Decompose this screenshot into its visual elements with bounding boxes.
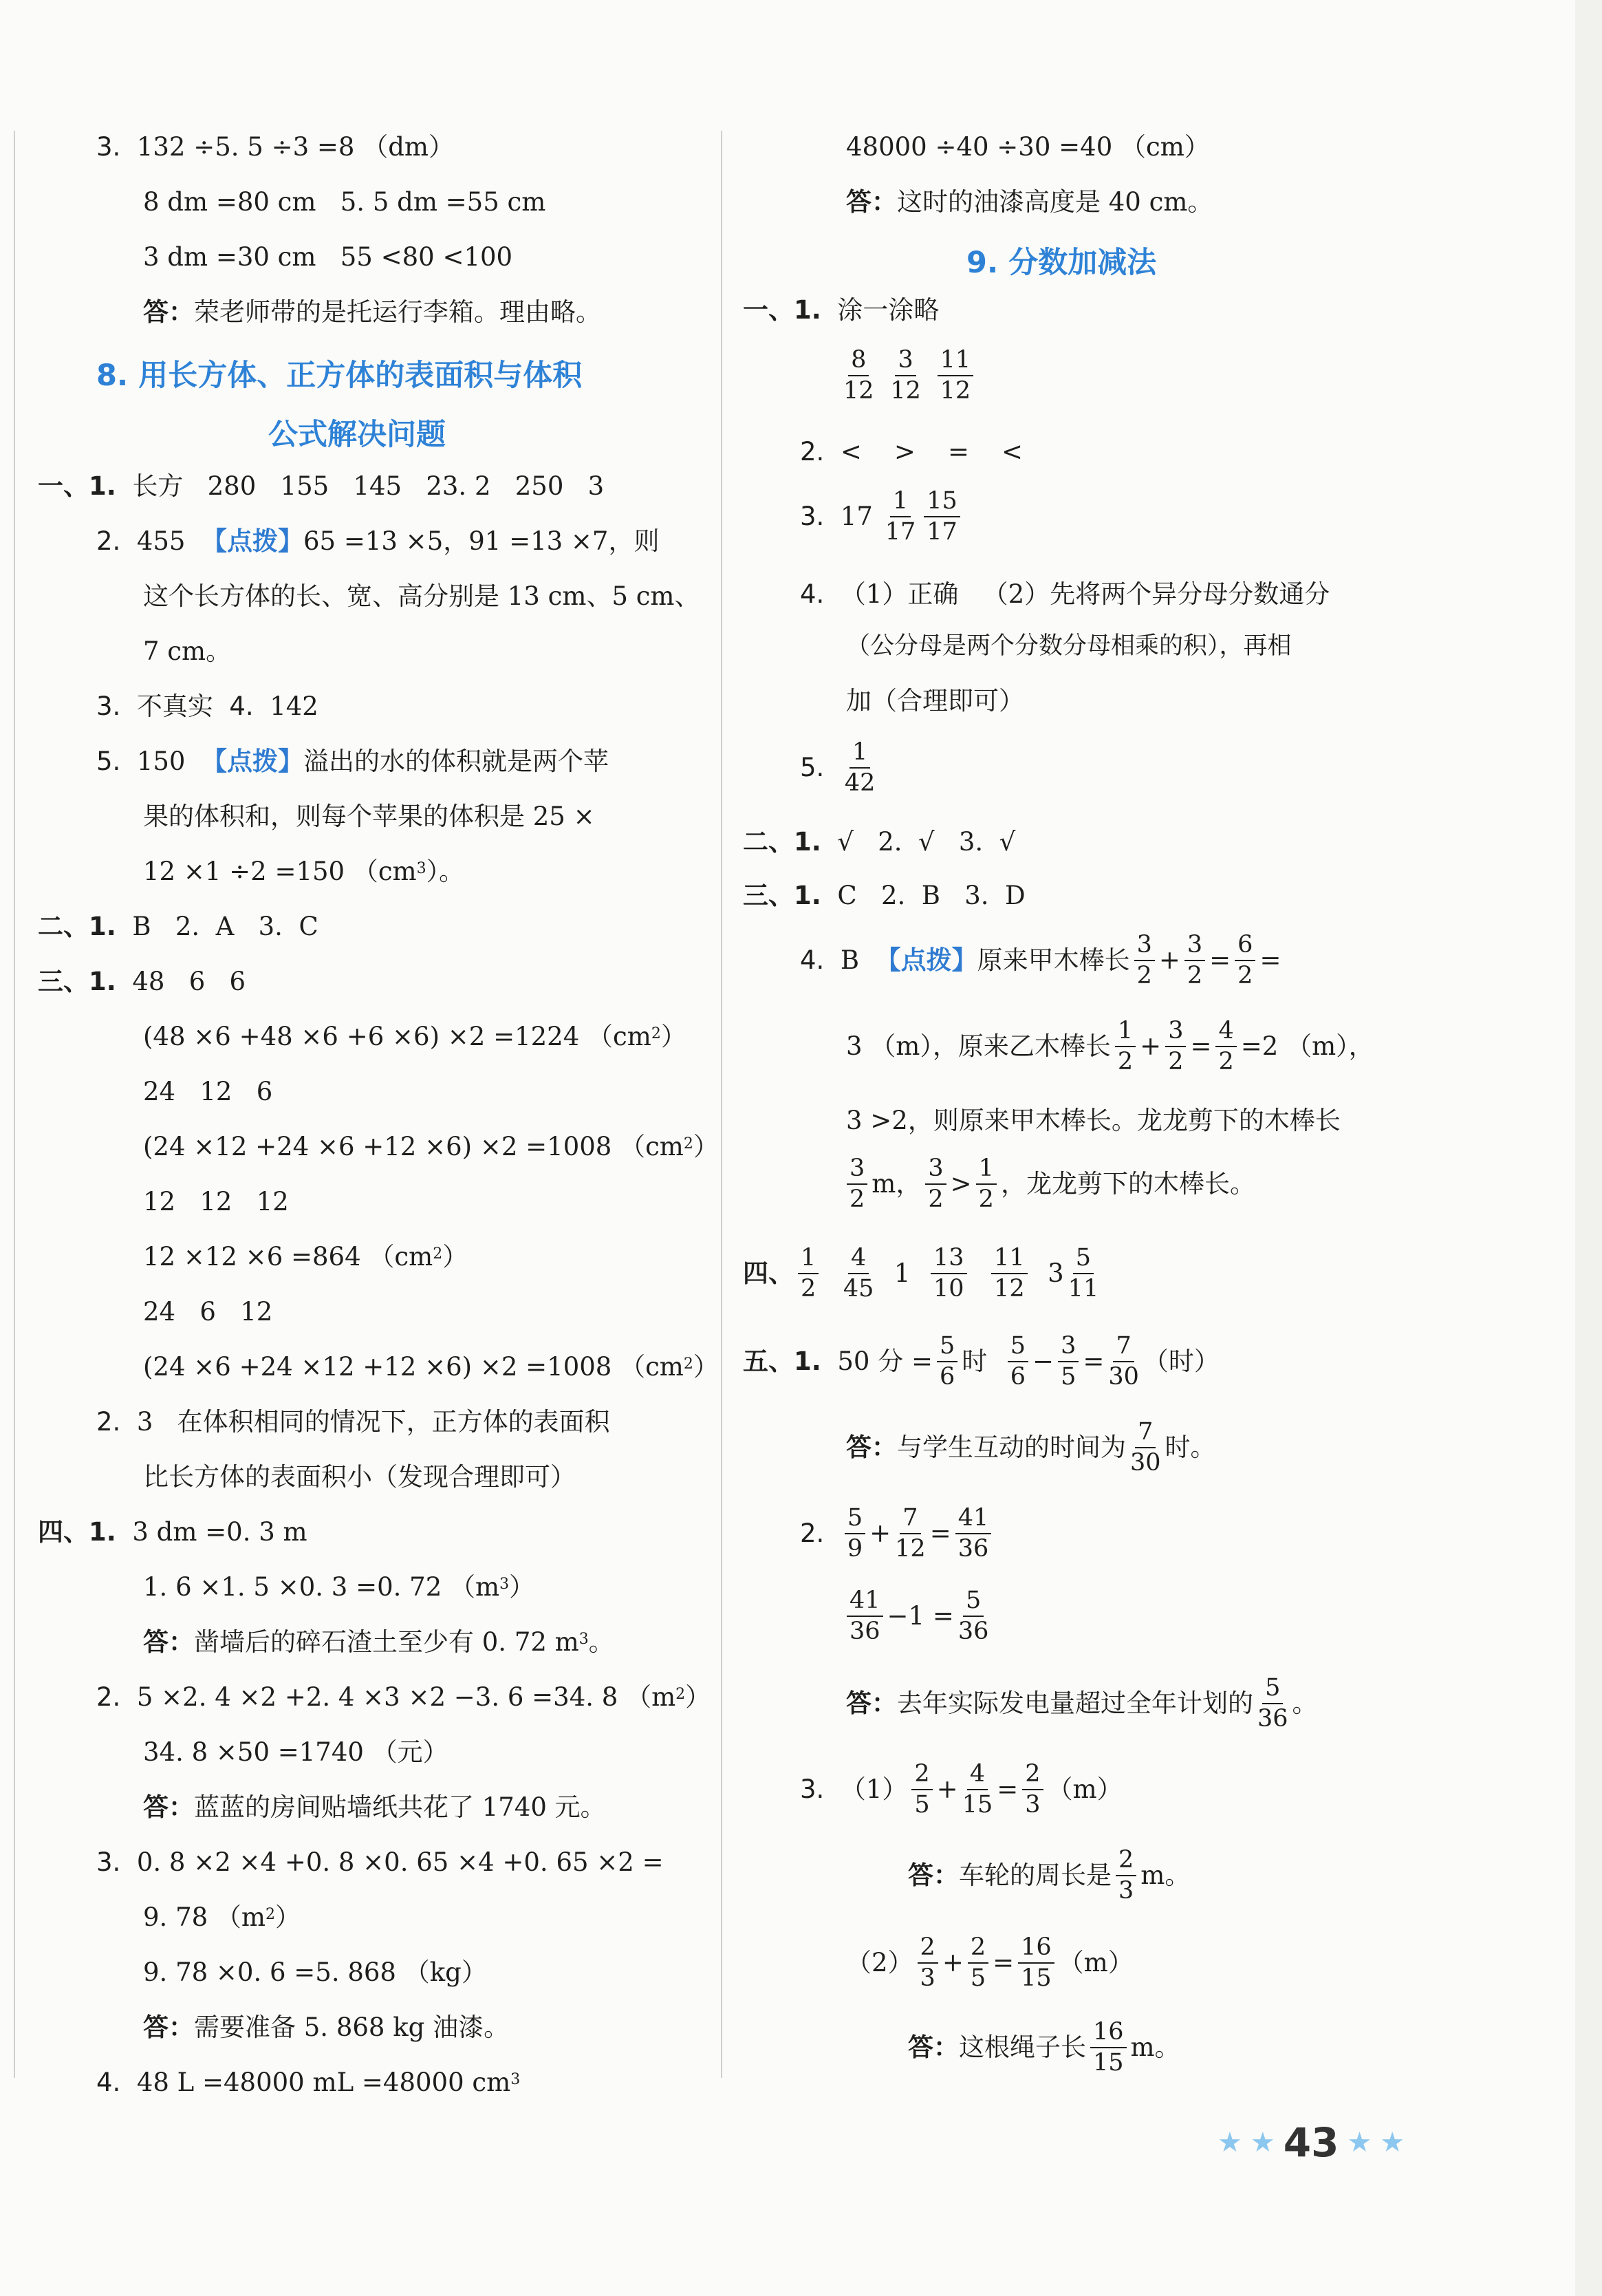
f-line1: 2. 5 9 + $\frac{7}{12}$ = $\frac{41}{36}$: [800, 1505, 995, 1562]
fraction: 1 42: [844, 738, 876, 797]
fraction: 4 45: [843, 1244, 874, 1302]
c4-line2: 3 （m），原来乙木棒长 1 2 + $\frac{3}{2}$ = $\frac{4}{2}$ =2 （m），: [846, 1017, 1374, 1075]
a4-line1: 4. （1）正确 （2）先将两个异分母分数通分: [800, 579, 1330, 609]
p2-line2: 这个长方体的长、宽、高分别是 13 cm、5 cm、: [143, 581, 700, 611]
g-answer2: 答： 这根绳子长 16 15 m。: [908, 2018, 1180, 2077]
column-divider: [721, 131, 722, 2078]
p2-line1: 2. 455 【点拨】 65 =13 ×5，91 =13 ×7，则: [96, 526, 660, 556]
section9-heading: 9. 分数加减法: [966, 246, 1157, 280]
fraction: 13 10: [931, 1245, 967, 1302]
fraction: 1 2: [976, 1156, 997, 1212]
q4-line2: 1. 6 ×1. 5 ×0. 3 =0. 72 （m $^3$ ）: [143, 1572, 535, 1602]
q4-answer1: 答： 凿墙后的碎石渣土至少有 0. 72 m $^3$ 。: [143, 1627, 614, 1657]
left-margin-rule: [14, 131, 15, 2078]
fraction: 15 17: [924, 489, 960, 545]
q3-line1: 三、1. 48 6 6: [38, 967, 246, 996]
p2-line3: 7 cm。: [143, 636, 232, 666]
a4-line2: （公分母是两个分数分母相乘的积），再相: [846, 632, 1292, 660]
fraction: 3 12: [890, 346, 921, 405]
fraction: $\frac{3}{2}$: [1165, 1018, 1186, 1075]
section8-heading-1: 8. 用长方体、正方体的表面积与体积: [96, 358, 583, 393]
s3-line2: 8 dm =80 cm 5. 5 dm =55 cm: [143, 187, 546, 217]
fraction: 8 12: [843, 346, 874, 405]
star-icon: ★: [1347, 2127, 1372, 2158]
star-icon: ★: [1217, 2127, 1242, 2158]
r-answer1: 答： 这时的油漆高度是 40 cm。: [846, 187, 1213, 217]
fraction: $\frac{5}{36}$: [957, 1587, 989, 1645]
c4-line3: 3 >2，则原来甲木棒长。龙龙剪下的木棒长: [846, 1106, 1341, 1135]
a2-line: 2. < > = <: [800, 437, 1023, 466]
p5-line2: 果的体积和，则每个苹果的体积是 25 ×: [143, 802, 595, 831]
q2-line: 二、1. B 2. A 3. C: [38, 912, 318, 941]
fraction: 41 36: [847, 1588, 883, 1644]
f-line2: 41 36 −1 = $\frac{5}{36}$: [843, 1588, 993, 1644]
q3-line3: 24 12 6: [143, 1077, 273, 1106]
fraction: $\frac{5}{6}$: [937, 1333, 957, 1390]
fraction: 3 2: [1134, 932, 1155, 989]
fraction: $\frac{16}{15}$: [1018, 1935, 1054, 1991]
g-answer1: 答： 车轮的周长是 2 3 m。: [908, 1846, 1191, 1905]
star-icon: ★: [1250, 2127, 1275, 2158]
q4-3-line3: 9. 78 ×0. 6 =5. 868 （kg）: [143, 1957, 487, 1987]
f-answer: 答： 去年实际发电量超过全年计划的 5 36 。: [846, 1674, 1318, 1732]
fraction: $\frac{4}{2}$: [1215, 1018, 1236, 1075]
q3-line5: 12 12 12: [143, 1187, 289, 1216]
p5-line3: 12 ×1 ÷2 =150 （cm $^3$ ）。: [143, 857, 465, 886]
q4-2-answer: 答： 蓝蓝的房间贴墙纸共花了 1740 元。: [143, 1792, 606, 1822]
section8-heading-2: 公式解决问题: [268, 418, 446, 452]
q3-line4: (24 ×12 +24 ×6 +12 ×6) ×2 =1008 （cm $^2$ ）: [143, 1132, 719, 1161]
a5-line: 5. 1 42: [800, 738, 876, 797]
fraction: 2 3: [918, 1935, 938, 1991]
fraction: 5 6: [1008, 1333, 1028, 1390]
fraction: 2 5: [911, 1761, 932, 1818]
c-line: 三、1. C 2. B 3. D: [743, 881, 1026, 910]
fraction: 7 30: [1130, 1418, 1161, 1477]
q4-2-line2: 34. 8 ×50 =1740 （元）: [143, 1737, 448, 1767]
p1-line: 一、1. 长方 280 155 145 23. 2 250 3: [38, 471, 605, 501]
fraction: 3 2: [847, 1156, 867, 1212]
d-line: 四、 1 2 4 45 1 13 10 11 12 3 5 11: [743, 1244, 1099, 1302]
fraction: $\frac{2}{5}$: [968, 1935, 988, 1991]
q4-4-line1: 4. 48 L =48000 mL =48000 cm $^3$: [96, 2068, 521, 2097]
fraction: 5 9: [845, 1505, 865, 1562]
a3-line: 3. 17 1 17 15 17: [800, 489, 964, 545]
fraction: 2 3: [1116, 1847, 1136, 1904]
q3-line7: 24 6 12: [143, 1297, 273, 1327]
page-number-value: 43: [1283, 2119, 1339, 2166]
s3-line3: 3 dm =30 cm 55 <80 <100: [143, 242, 513, 272]
fraction: $\frac{3}{5}$: [1058, 1333, 1079, 1390]
fraction: $\frac{3}{2}$: [1184, 932, 1205, 989]
p3-p4-line: 3. 不真实 4. 142: [96, 691, 318, 721]
p5-line1: 5. 150 【点拨】 溢出的水的体积就是两个苹: [96, 747, 609, 776]
e-answer: 答： 与学生互动的时间为 7 30 时。: [846, 1418, 1216, 1477]
c4-line4: 3 2 m， 3 2 > 1 2 ，龙龙剪下的木棒长。: [843, 1156, 1255, 1212]
q3-line8: (24 ×6 +24 ×12 +12 ×6) ×2 =1008 （cm $^2$ ）: [143, 1352, 719, 1382]
b-line: 二、1. √ 2. √ 3. √: [743, 827, 1016, 857]
a4-line3: 加（合理即可）: [846, 686, 1024, 716]
fraction: 3 2: [925, 1156, 946, 1212]
fraction: 11 12: [938, 347, 974, 404]
fraction: $\frac{7}{30}$: [1108, 1332, 1139, 1391]
q3-line6: 12 ×12 ×6 =864 （cm $^2$ ）: [143, 1242, 468, 1272]
fraction: 5 36: [1257, 1674, 1288, 1732]
q4-3-answer: 答： 需要准备 5. 868 kg 油漆。: [143, 2013, 510, 2042]
g-line2: （2） 2 3 + $\frac{2}{5}$ = $\frac{16}{15}$ （m）: [846, 1933, 1134, 1992]
q4-line1: 四、1. 3 dm =0. 3 m: [38, 1517, 307, 1547]
fraction: 1 2: [1115, 1018, 1136, 1075]
e-line1: 五、1. 50 分 = $\frac{5}{6}$ 时 5 6 − $\frac{3}{5}$ = $\frac{7}{30}$ （时）: [743, 1332, 1220, 1391]
c4-line1: 4. B 【点拨】 原来甲木棒长 3 2 + $\frac{3}{2}$ = $\frac{6}{2}$ =: [800, 931, 1281, 989]
fraction: 16 15: [1090, 2019, 1127, 2076]
fraction: 11 12: [991, 1245, 1028, 1302]
fraction: 1 17: [885, 487, 916, 546]
g-line1: 3. （1） 2 5 + $\frac{4}{15}$ = $\frac{2}{3}$ （m）: [800, 1760, 1123, 1818]
fraction: $\frac{6}{2}$: [1235, 932, 1255, 989]
a1-line: 一、1. 涂一涂略: [743, 295, 940, 325]
a1-fractions: [839, 347, 977, 404]
q4-3-line1: 3. 0. 8 ×2 ×4 +0. 8 ×0. 65 ×4 +0. 65 ×2 =: [96, 1847, 664, 1877]
q4-2-line1: 2. 5 ×2. 4 ×2 +2. 4 ×3 ×2 −3. 6 =34. 8 （m $^2$ ）: [96, 1682, 711, 1712]
q3-2-line1: 2. 3 在体积相同的情况下，正方体的表面积: [96, 1407, 610, 1437]
star-icon: ★: [1380, 2127, 1405, 2158]
page-number: [1217, 2119, 1405, 2166]
s3-line1: 3. 132 ÷5. 5 ÷3 =8 （dm）: [96, 132, 454, 162]
page-edge: [1575, 0, 1602, 2296]
q3-line2: (48 ×6 +48 ×6 +6 ×6) ×2 =1224 （cm $^2$ ）: [143, 1022, 686, 1051]
fraction: 5 11: [1068, 1244, 1099, 1302]
q3-2-line2: 比长方体的表面积小（发现合理即可）: [143, 1462, 576, 1492]
s3-answer: 答： 荣老师带的是托运行李箱。理由略。: [143, 297, 601, 327]
q4-3-line2: 9. 78 （m $^2$ ）: [143, 1902, 301, 1932]
fraction: $\frac{41}{36}$: [955, 1505, 992, 1562]
fraction: $\frac{4}{15}$: [962, 1760, 993, 1818]
fraction: 1 2: [798, 1245, 819, 1302]
r-line1: 48000 ÷40 ÷30 =40 （cm）: [846, 132, 1210, 162]
fraction: $\frac{2}{3}$: [1022, 1761, 1043, 1818]
fraction: $\frac{7}{12}$: [895, 1504, 926, 1563]
